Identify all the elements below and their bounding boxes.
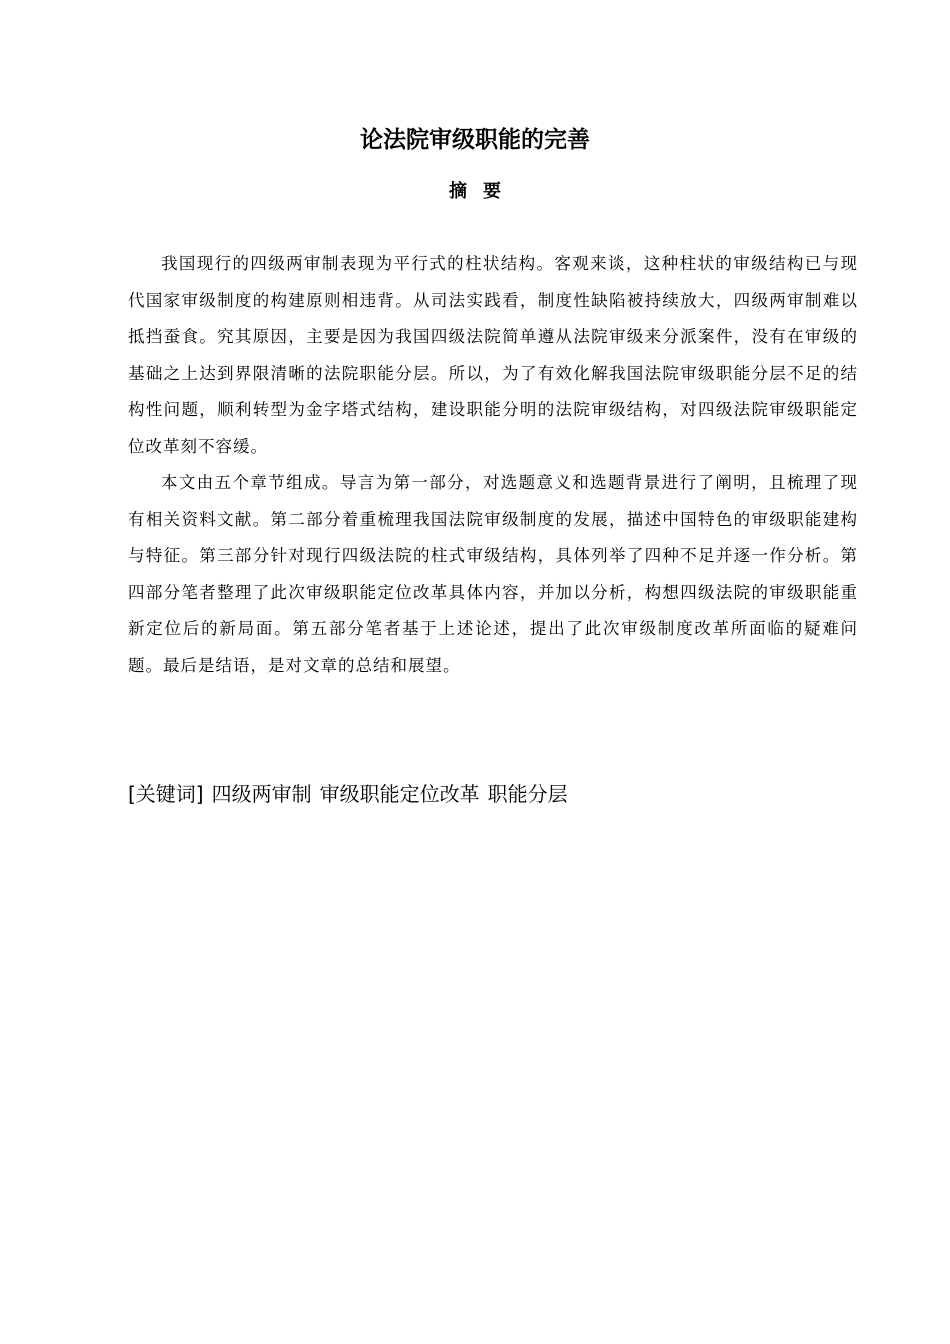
abstract-paragraph-1: 我国现行的四级两审制表现为平行式的柱状结构。客观来谈，这种柱状的审级结构已与现代国家审级制度的构建原则相违背。从司法实践看，制度性缺陷被持续放大，四级两审制难以抵挡蚕食。究其原因，主要是因为我国四级法院简单遵从法院审级来分派案件，没有在审级的基础之上达到界限清晰的法院职能分层。所以，为了有效化解我国法院审级职能分层不足的结构性问题，顺利转型为金字塔式结构，建设职能分明的法院审级结构，对四级法院审级职能定位改革刻不容缓。 bbox=[128, 254, 858, 456]
keywords-label: [关键词] bbox=[128, 782, 204, 806]
abstract-body bbox=[128, 246, 858, 684]
keyword-item: 职能分层 bbox=[487, 782, 568, 806]
keyword-item: 审级职能定位改革 bbox=[319, 782, 480, 806]
keyword-item: 四级两审制 bbox=[211, 782, 312, 806]
abstract-heading: 摘要 bbox=[449, 181, 517, 202]
page-title: 论法院审级职能的完善 bbox=[360, 127, 590, 153]
abstract-paragraph-2: 本文由五个章节组成。导言为第一部分，对选题意义和选题背景进行了阐明，且梳理了现有相关资料文献。第二部分着重梳理我国法院审级制度的发展，描述中国特色的审级职能建构与特征。第三部分针对现行四级法院的柱式审级结构，具体列举了四种不足并逐一作分析。第四部分笔者整理了此次审级职能定位改革具体内容，并加以分析，构想四级法院的审级职能重新定位后的新局面。第五部分笔者基于上述论述，提出了此次审级制度改革所面临的疑难问题。最后是结语，是对文章的总结和展望。 bbox=[128, 473, 858, 675]
keywords-line bbox=[128, 778, 568, 810]
